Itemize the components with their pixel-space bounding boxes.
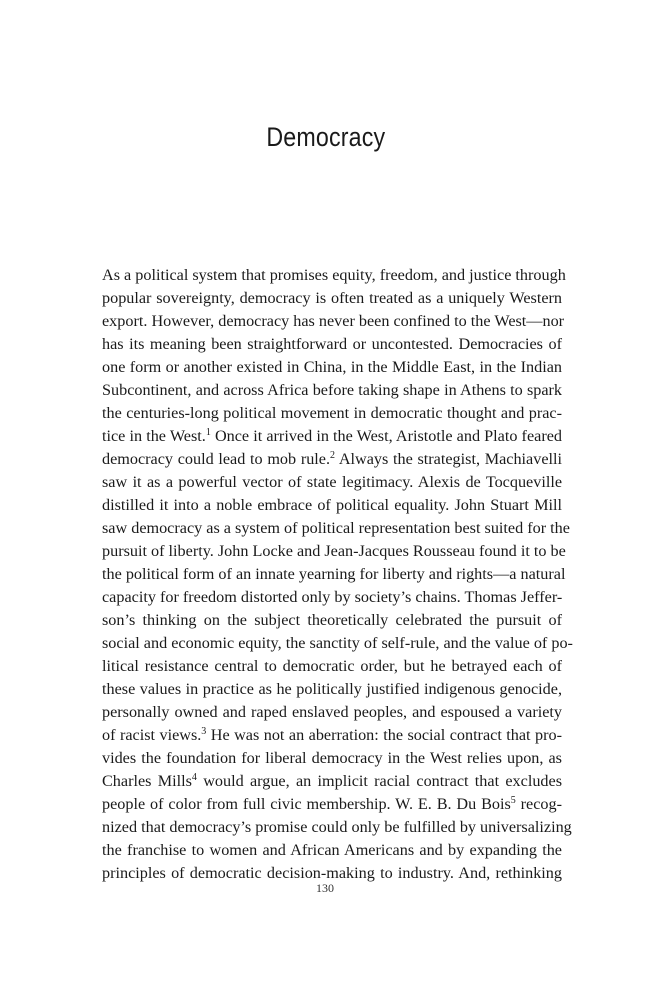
text-line: capacity for freedom distorted only by society’s chains. Thomas Jeffer- [102,588,563,606]
text-segment: democracy could lead to mob rule. [102,450,331,468]
text-segment: Charles Mills [102,772,192,790]
text-line: one form or another existed in China, in the Middle East, in the Indian [102,358,562,376]
text-line: Subcontinent, and across Africa before taking shape in Athens to spark [102,381,562,399]
chapter-title: Democracy [266,122,386,152]
text-segment: Once it arrived in the West, Aristotle and Plato feared [210,427,562,445]
text-line: saw it as a powerful vector of state legitimacy. Alexis de Tocqueville [102,473,562,491]
footnote-ref: 2 [330,450,336,461]
text-line: personally owned and raped enslaved peoples, and espoused a variety [102,703,562,721]
text-line [102,793,562,816]
footnote-ref: 4 [191,772,197,783]
page-number: 130 [316,881,334,895]
text-line [102,425,562,448]
text-line: principles of democratic decision-making to industry. And, rethinking [102,864,562,882]
body-paragraph [102,264,573,885]
text-line: nized that democracy’s promise could only be fulfilled by universalizing [102,818,572,836]
text-line: popular sovereignty, democracy is often treated as a uniquely Western [102,289,562,307]
text-line: distilled it into a noble embrace of political equality. John Stuart Mill [102,496,562,514]
text-line [102,724,562,747]
text-line [102,448,562,471]
text-line: son’s thinking on the subject theoretically celebrated the pursuit of [102,611,562,629]
text-line: export. However, democracy has never been confined to the West—nor [102,312,565,330]
footnote-ref: 1 [205,427,211,438]
text-segment: tice in the West. [102,427,206,445]
text-segment: He was not an aberration: the social contract that pro- [206,726,562,744]
text-line: saw democracy as a system of political representation best suited for the [102,519,570,537]
text-line [102,770,562,793]
footnote-ref: 3 [201,726,207,737]
text-segment: of racist views. [102,726,202,744]
text-segment: Always the strategist, Machiavelli [335,450,563,468]
text-line: the political form of an innate yearning for liberty and rights—a natural [102,565,566,583]
text-line: the franchise to women and African Americans and by expanding the [102,841,562,859]
text-segment: people of color from full civic membership. W. E. B. Du Bois [102,795,511,813]
text-line: vides the foundation for liberal democracy in the West relies upon, as [102,749,562,767]
text-segment: recog- [515,795,562,813]
text-line: has its meaning been straightforward or uncontested. Democracies of [102,335,562,353]
text-line: pursuit of liberty. John Locke and Jean-Jacques Rousseau found it to be [102,542,566,560]
text-line: As a political system that promises equity, freedom, and justice through [102,266,566,284]
text-line: social and economic equity, the sanctity of self-rule, and the value of po- [102,634,573,652]
text-line: these values in practice as he politically justified indigenous genocide, [102,680,562,698]
text-line: the centuries-long political movement in democratic thought and prac- [102,404,562,422]
text-line: litical resistance central to democratic order, but he betrayed each of [102,657,562,675]
text-segment: would argue, an implicit racial contract that excludes [196,772,562,790]
footnote-ref: 5 [510,795,516,806]
